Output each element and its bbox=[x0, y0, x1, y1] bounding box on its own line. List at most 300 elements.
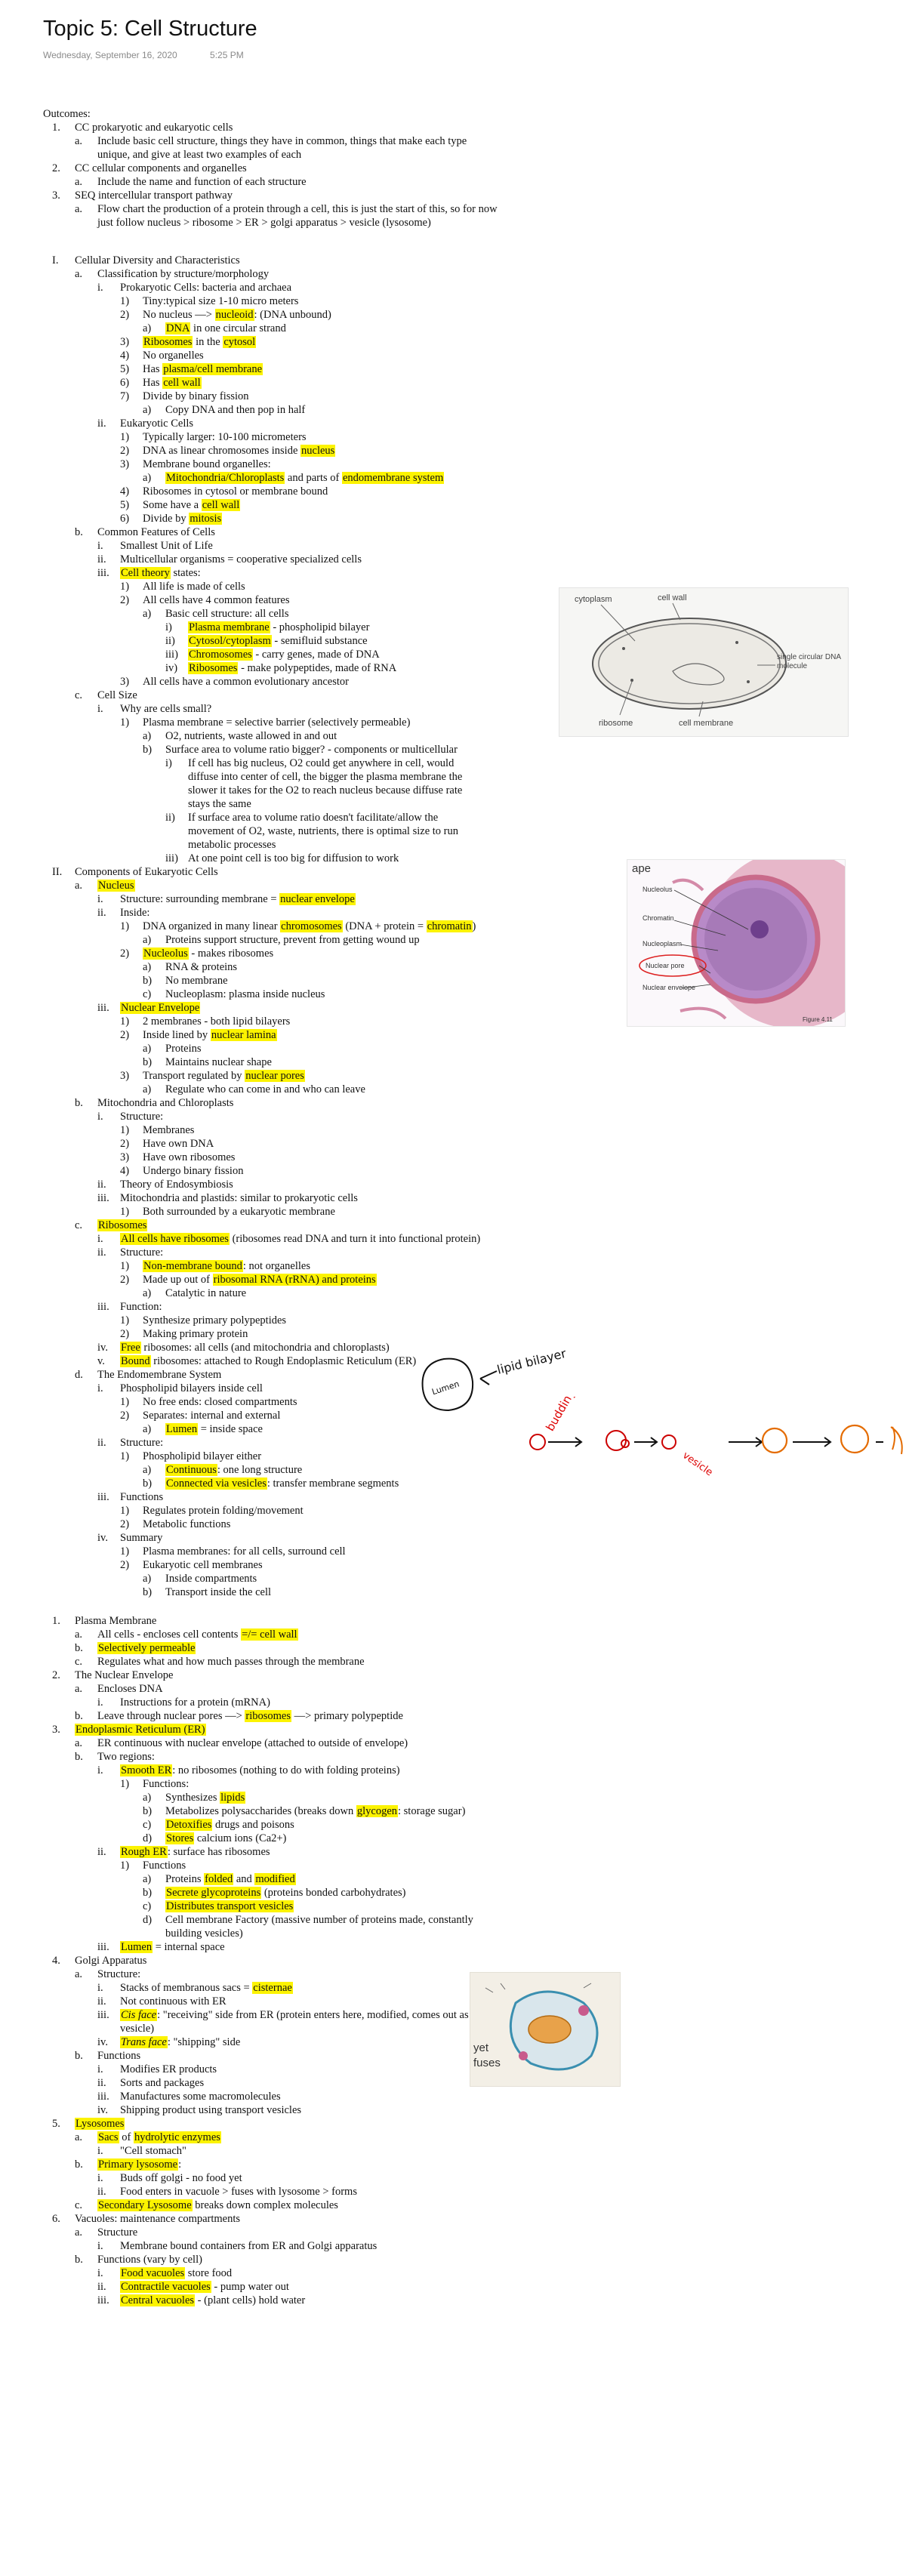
list-marker: a) bbox=[143, 1573, 152, 1585]
note-text: Made up out of bbox=[143, 1274, 213, 1286]
list-marker: a) bbox=[143, 1423, 152, 1435]
list-marker: 1) bbox=[120, 581, 130, 593]
note-text: Cellular Diversity and Characteristics bbox=[75, 254, 240, 267]
note-text: The Nuclear Envelope bbox=[75, 1669, 174, 1681]
list-marker: i. bbox=[97, 1696, 103, 1709]
note-text: Mitochondria and Chloroplasts bbox=[97, 1097, 234, 1109]
note-line bbox=[143, 1585, 271, 1599]
note-text: ribosomes: attached to Rough Endoplasmic Reticulum (ER) bbox=[150, 1355, 417, 1367]
note-line bbox=[97, 702, 211, 716]
list-marker: 1) bbox=[120, 1396, 130, 1408]
note-line bbox=[75, 1967, 140, 1981]
note-line bbox=[97, 1232, 480, 1246]
note-line bbox=[120, 1450, 261, 1463]
page-date: Wednesday, September 16, 2020 bbox=[43, 50, 177, 60]
note-line bbox=[120, 1409, 280, 1422]
list-marker: i. bbox=[97, 282, 103, 294]
note-text: : "receiving" side from ER (protein enters here, modified, comes out as bbox=[157, 2009, 469, 2021]
note-line bbox=[120, 1395, 297, 1409]
note-line bbox=[120, 362, 263, 376]
highlighted-term: modified bbox=[255, 1873, 295, 1885]
list-marker: ii. bbox=[97, 1846, 106, 1858]
note-text: RNA & proteins bbox=[165, 961, 238, 973]
highlighted-term: Mitochondria/Chloroplasts bbox=[166, 472, 285, 484]
note-line bbox=[143, 729, 337, 743]
note-line bbox=[97, 1001, 200, 1015]
note-text: Some have a bbox=[143, 499, 202, 511]
note-line bbox=[75, 202, 498, 216]
note-text: calcium ions (Ca2+) bbox=[194, 1832, 287, 1844]
note-text: Has bbox=[143, 363, 163, 375]
note-line bbox=[97, 1300, 162, 1314]
note-text: DNA organized in many linear bbox=[143, 920, 281, 932]
highlighted-term: Lysosomes bbox=[76, 2118, 125, 2130]
highlighted-term: Non-membrane bound bbox=[143, 1260, 242, 1272]
note-line bbox=[120, 430, 307, 444]
note-line bbox=[97, 539, 213, 553]
list-marker: iii. bbox=[97, 567, 109, 579]
note-text: Functions bbox=[97, 2050, 141, 2062]
note-line bbox=[43, 107, 91, 121]
note-text: Structure: bbox=[120, 1111, 164, 1123]
note-line bbox=[143, 988, 325, 1001]
list-marker: b) bbox=[143, 1586, 153, 1598]
lysosome-label-fuses: fuses bbox=[473, 2057, 501, 2069]
list-marker: 2) bbox=[120, 1518, 130, 1530]
list-marker: a) bbox=[143, 1464, 152, 1476]
highlighted-term: Ribosomes bbox=[98, 1219, 147, 1231]
highlighted-term: Distributes transport vesicles bbox=[166, 1900, 294, 1912]
note-line bbox=[97, 2076, 204, 2090]
highlighted-term: nucleoid bbox=[215, 309, 254, 321]
note-line bbox=[75, 2131, 221, 2144]
list-marker: 5) bbox=[120, 363, 130, 375]
list-marker: i. bbox=[97, 1111, 103, 1123]
highlighted-term: Cell theory bbox=[121, 567, 170, 579]
list-marker: 1) bbox=[120, 920, 130, 932]
highlighted-term: Secondary Lysosome bbox=[98, 2199, 192, 2211]
note-line bbox=[75, 1219, 147, 1232]
list-marker: a. bbox=[75, 1628, 83, 1641]
list-marker: i. bbox=[97, 893, 103, 905]
note-line bbox=[120, 1504, 304, 1518]
list-marker: b. bbox=[75, 1710, 83, 1722]
highlighted-term: Smooth ER bbox=[121, 1764, 172, 1776]
note-line bbox=[97, 1531, 162, 1545]
note-text: Structure: surrounding membrane = bbox=[120, 893, 280, 905]
note-text: Metabolic functions bbox=[143, 1518, 231, 1530]
list-marker: b) bbox=[143, 1056, 153, 1068]
note-text: Typically larger: 10-100 micrometers bbox=[143, 431, 307, 443]
note-line bbox=[120, 498, 240, 512]
list-marker: i. bbox=[97, 540, 103, 552]
list-marker: iii. bbox=[97, 1002, 109, 1014]
list-marker: iii. bbox=[97, 2091, 109, 2103]
list-marker: ii) bbox=[165, 812, 175, 824]
note-text: Buds off golgi - no food yet bbox=[120, 2172, 242, 2184]
highlighted-term: mitosis bbox=[190, 513, 222, 525]
note-line bbox=[120, 1777, 189, 1791]
note-line bbox=[120, 1028, 277, 1042]
note-line bbox=[120, 335, 256, 349]
list-marker: 5) bbox=[120, 499, 130, 511]
note-text: Proteins bbox=[165, 1873, 205, 1885]
list-marker: iv) bbox=[165, 662, 178, 674]
page-timestamp bbox=[43, 50, 244, 60]
list-marker: d) bbox=[143, 1914, 153, 1926]
note-line bbox=[143, 1286, 246, 1300]
note-text: Include the name and function of each structure bbox=[97, 176, 307, 188]
note-line bbox=[143, 743, 458, 756]
note-text: in one circular strand bbox=[190, 322, 286, 334]
list-marker: 2. bbox=[52, 162, 60, 174]
note-text: Components of Eukaryotic Cells bbox=[75, 866, 218, 878]
note-line bbox=[97, 553, 362, 566]
note-line bbox=[75, 2049, 140, 2063]
list-marker: b. bbox=[75, 2254, 83, 2266]
budding-svg bbox=[528, 1397, 906, 1480]
highlighted-term: DNA bbox=[166, 322, 190, 334]
note-line bbox=[120, 1137, 214, 1151]
note-line bbox=[75, 1709, 403, 1723]
list-marker: b) bbox=[143, 975, 153, 987]
note-line bbox=[120, 485, 328, 498]
list-marker: 1) bbox=[120, 1314, 130, 1327]
list-marker: a) bbox=[143, 1792, 152, 1804]
note-text: - pump water out bbox=[211, 2281, 289, 2293]
list-marker: iv. bbox=[97, 1342, 108, 1354]
list-marker: i. bbox=[97, 2172, 103, 2184]
nucleus-caption: Figure 4.11 bbox=[803, 1016, 833, 1023]
note-text: Multicellular organisms = cooperative specialized cells bbox=[120, 553, 362, 565]
list-marker: i) bbox=[165, 757, 172, 769]
list-marker: b. bbox=[75, 2158, 83, 2171]
note-line bbox=[120, 294, 298, 308]
note-text: No nucleus —> bbox=[143, 309, 215, 321]
highlighted-term: chromosomes bbox=[281, 920, 342, 932]
list-marker: a. bbox=[75, 1683, 83, 1695]
list-marker: iv. bbox=[97, 2036, 108, 2048]
note-text: Leave through nuclear pores —> bbox=[97, 1710, 245, 1722]
note-text: Vacuoles: maintenance compartments bbox=[75, 2213, 241, 2225]
note-line bbox=[52, 1669, 173, 1682]
label-cell-membrane: cell membrane bbox=[679, 719, 734, 728]
highlighted-term: ribosomal RNA (rRNA) and proteins bbox=[213, 1274, 376, 1286]
list-marker: iii. bbox=[97, 1491, 109, 1503]
highlighted-term: ribosomes bbox=[245, 1710, 291, 1722]
note-text: Inside lined by bbox=[143, 1029, 211, 1041]
list-marker: 7) bbox=[120, 390, 130, 402]
list-marker: ii. bbox=[97, 1995, 106, 2007]
note-text: Undergo binary fission bbox=[143, 1165, 244, 1177]
note-line bbox=[75, 525, 215, 539]
note-text: Cell membrane Factory (massive number of proteins made, constantly bbox=[165, 1914, 473, 1926]
list-marker: 3. bbox=[52, 1724, 60, 1736]
note-line bbox=[97, 1696, 270, 1709]
note-text: CC prokaryotic and eukaryotic cells bbox=[75, 122, 233, 134]
note-text: drugs and poisons bbox=[212, 1819, 294, 1831]
list-marker: i. bbox=[97, 703, 103, 715]
list-marker: i. bbox=[97, 2240, 103, 2252]
note-line bbox=[75, 175, 307, 189]
lipid-bilayer-label: lipid bilayer bbox=[495, 1345, 566, 1377]
note-line bbox=[75, 1096, 233, 1110]
note-line bbox=[120, 1205, 335, 1219]
list-marker: a) bbox=[143, 404, 152, 416]
list-marker: 2) bbox=[120, 445, 130, 457]
list-marker: i. bbox=[97, 2063, 103, 2075]
list-marker: 1) bbox=[120, 1450, 130, 1462]
note-text: Plasma membrane = selective barrier (selectively permeable) bbox=[143, 716, 411, 729]
note-line bbox=[120, 2022, 154, 2035]
list-marker: c. bbox=[75, 1219, 83, 1231]
list-marker: 2) bbox=[120, 1029, 130, 1041]
note-text: Divide by binary fission bbox=[143, 390, 249, 402]
note-line bbox=[120, 390, 249, 403]
note-text: and parts of bbox=[285, 472, 342, 484]
note-text: Sorts and packages bbox=[120, 2077, 205, 2089]
highlighted-term: folded bbox=[205, 1873, 233, 1885]
note-line bbox=[75, 267, 269, 281]
note-text: Has bbox=[143, 377, 163, 389]
note-text: stays the same bbox=[188, 798, 251, 810]
note-text: At one point cell is too big for diffusion to work bbox=[188, 852, 399, 864]
list-marker: a. bbox=[75, 135, 83, 147]
note-text: diffuse into center of cell, the bigger the plasma membrane the bbox=[188, 771, 463, 783]
note-line bbox=[120, 308, 331, 322]
note-line bbox=[143, 1422, 263, 1436]
highlighted-term: Detoxifies bbox=[166, 1819, 212, 1831]
note-line bbox=[97, 892, 356, 906]
list-marker: 2) bbox=[120, 594, 130, 606]
highlighted-term: cell wall bbox=[163, 377, 201, 389]
note-text: : no ribosomes (nothing to do with folding proteins) bbox=[172, 1764, 400, 1776]
note-line bbox=[97, 417, 193, 430]
budding-sketch bbox=[528, 1397, 906, 1480]
page-title: Topic 5: Cell Structure bbox=[43, 17, 257, 41]
note-text: Include basic cell structure, things they have in common, things that make each type bbox=[97, 135, 467, 147]
note-line bbox=[97, 1191, 358, 1205]
list-marker: 3. bbox=[52, 190, 60, 202]
list-marker: b. bbox=[75, 2050, 83, 2062]
note-text: = internal space bbox=[153, 1941, 225, 1953]
list-marker: 2) bbox=[120, 1274, 130, 1286]
note-line bbox=[188, 824, 458, 838]
note-text: Both surrounded by a eukaryotic membrane bbox=[143, 1206, 335, 1218]
list-marker: 3) bbox=[120, 1151, 130, 1163]
list-marker: 2) bbox=[120, 1138, 130, 1150]
nucleus-figure-title: ape bbox=[632, 862, 652, 875]
list-marker: 1) bbox=[120, 1260, 130, 1272]
highlighted-term: All cells have ribosomes bbox=[121, 1233, 229, 1245]
note-text: Classification by structure/morphology bbox=[97, 268, 270, 280]
note-text: Encloses DNA bbox=[97, 1683, 163, 1695]
note-line bbox=[75, 2199, 338, 2212]
lysosome-label-yet: yet bbox=[473, 2041, 489, 2054]
note-text: Golgi Apparatus bbox=[75, 1955, 147, 1967]
note-text: Food enters in vacuole > fuses with lysosome > forms bbox=[120, 2186, 357, 2198]
note-line bbox=[97, 1436, 163, 1450]
note-line bbox=[120, 1859, 186, 1872]
note-line bbox=[120, 716, 410, 729]
note-text: CC cellular components and organelles bbox=[75, 162, 247, 174]
list-marker: ii. bbox=[97, 1437, 106, 1449]
note-text: Membrane bound containers from ER and Golgi apparatus bbox=[120, 2240, 378, 2252]
list-marker: a) bbox=[143, 1043, 152, 1055]
list-marker: c. bbox=[75, 689, 83, 701]
note-line bbox=[143, 1083, 365, 1096]
note-text: Synthesize primary polypeptides bbox=[143, 1314, 287, 1327]
note-line bbox=[120, 444, 335, 458]
highlighted-term: plasma/cell membrane bbox=[163, 363, 263, 375]
note-text: Transport inside the cell bbox=[165, 1586, 272, 1598]
nucleus-svg bbox=[627, 860, 845, 1026]
list-marker: 1. bbox=[52, 122, 60, 134]
highlighted-term: Nucleus bbox=[98, 880, 134, 892]
note-text: Making primary protein bbox=[143, 1328, 248, 1340]
list-marker: ii) bbox=[165, 635, 175, 647]
note-text: Structure: bbox=[97, 1968, 141, 1980]
note-text: - semifluid substance bbox=[271, 635, 368, 647]
note-line bbox=[97, 1845, 270, 1859]
note-line bbox=[97, 1940, 225, 1954]
note-text: Metabolizes polysaccharides (breaks down bbox=[165, 1805, 356, 1817]
note-line bbox=[143, 403, 305, 417]
list-marker: a. bbox=[75, 203, 83, 215]
list-marker: c) bbox=[143, 1819, 152, 1831]
note-text: If cell has big nucleus, O2 could get anywhere in cell, would bbox=[188, 757, 455, 769]
list-marker: a) bbox=[143, 730, 152, 742]
list-marker: d. bbox=[75, 1369, 83, 1381]
highlighted-term: lipids bbox=[220, 1792, 245, 1804]
lysosome-figure bbox=[470, 1972, 621, 2087]
note-line bbox=[75, 689, 137, 702]
note-line bbox=[97, 2144, 186, 2158]
list-marker: b. bbox=[75, 526, 83, 538]
highlighted-term: Cis face bbox=[121, 2009, 157, 2021]
highlighted-term: Food vacuoles bbox=[121, 2267, 185, 2279]
list-marker: b) bbox=[143, 1805, 153, 1817]
note-line bbox=[165, 852, 399, 865]
label-cytoplasm: cytoplasm bbox=[575, 595, 612, 604]
note-line bbox=[143, 974, 228, 988]
list-marker: b. bbox=[75, 1097, 83, 1109]
note-text: Transport regulated by bbox=[143, 1070, 245, 1082]
note-text: Divide by bbox=[143, 513, 190, 525]
note-text: SEQ intercellular transport pathway bbox=[75, 190, 233, 202]
list-marker: 6) bbox=[120, 377, 130, 389]
note-text: Plasma Membrane bbox=[75, 1615, 157, 1627]
note-text: Maintains nuclear shape bbox=[165, 1056, 272, 1068]
note-text: Common Features of Cells bbox=[97, 526, 215, 538]
list-marker: a. bbox=[75, 176, 83, 188]
highlighted-term: endomembrane system bbox=[342, 472, 444, 484]
label-nuclear-pore: Nuclear pore bbox=[646, 962, 685, 969]
note-line bbox=[97, 1178, 233, 1191]
note-line bbox=[143, 1804, 465, 1818]
note-text: DNA as linear chromosomes inside bbox=[143, 445, 301, 457]
note-text: ER continuous with nuclear envelope (attached to outside of envelope) bbox=[97, 1737, 408, 1749]
note-text: 2 membranes - both lipid bilayers bbox=[143, 1015, 291, 1028]
list-marker: iii) bbox=[165, 852, 178, 864]
note-line bbox=[97, 1246, 163, 1259]
note-line bbox=[120, 947, 273, 960]
list-marker: b) bbox=[143, 744, 153, 756]
note-text: (ribosomes read DNA and turn it into functional protein) bbox=[229, 1233, 481, 1245]
note-text: Outcomes: bbox=[43, 108, 91, 120]
note-line bbox=[120, 1518, 230, 1531]
label-dna: single circular DNA molecule bbox=[777, 653, 842, 670]
list-marker: d) bbox=[143, 1832, 153, 1844]
note-line bbox=[143, 607, 288, 621]
note-line bbox=[120, 458, 271, 471]
note-text: Ribosomes in cytosol or membrane bound bbox=[143, 485, 328, 498]
note-line bbox=[97, 2239, 377, 2253]
note-line bbox=[97, 281, 291, 294]
note-text: vesicle) bbox=[120, 2023, 155, 2035]
note-text: Regulates what and how much passes through the membrane bbox=[97, 1656, 365, 1668]
note-text: in the bbox=[193, 336, 223, 348]
note-line bbox=[75, 879, 135, 892]
note-line bbox=[97, 2266, 232, 2280]
list-marker: i. bbox=[97, 1764, 103, 1776]
note-line bbox=[143, 1818, 294, 1832]
note-text: Instructions for a protein (mRNA) bbox=[120, 1696, 270, 1709]
highlighted-term: Contractile vacuoles bbox=[121, 2281, 211, 2293]
list-marker: 2) bbox=[120, 948, 130, 960]
note-line bbox=[143, 1872, 296, 1886]
list-marker: 1) bbox=[120, 716, 130, 729]
note-text: - make polypeptides, made of RNA bbox=[238, 662, 397, 674]
list-marker: 1) bbox=[120, 1545, 130, 1558]
note-text: Function: bbox=[120, 1301, 162, 1313]
note-line bbox=[120, 1164, 243, 1178]
note-text: Surface area to volume ratio bigger? - components or multicellular bbox=[165, 744, 458, 756]
note-line bbox=[97, 1341, 390, 1354]
highlighted-term: Chromosomes bbox=[189, 649, 252, 661]
note-text: Tiny:typical size 1-10 micro meters bbox=[143, 295, 299, 307]
list-marker: 1) bbox=[120, 1206, 130, 1218]
note-text: Cell Size bbox=[97, 689, 137, 701]
note-line bbox=[120, 512, 222, 525]
note-line bbox=[75, 2253, 202, 2266]
note-line bbox=[52, 121, 233, 134]
highlighted-term: Sacs bbox=[98, 2131, 119, 2143]
lumen-label: Lumen bbox=[430, 1379, 461, 1397]
label-nucleoplasm: Nucleoplasm bbox=[643, 940, 683, 948]
note-text: Phospholipid bilayers inside cell bbox=[120, 1382, 263, 1394]
note-text: : "shipping" side bbox=[167, 2036, 241, 2048]
note-text: Separates: internal and external bbox=[143, 1410, 281, 1422]
note-text: and bbox=[233, 1873, 255, 1885]
note-line bbox=[188, 838, 276, 852]
note-line bbox=[97, 2294, 305, 2307]
note-text: Mitochondria and plastids: similar to prokaryotic cells bbox=[120, 1192, 358, 1204]
note-line bbox=[97, 2090, 281, 2103]
list-marker: ii. bbox=[97, 2281, 106, 2293]
note-text: Membrane bound organelles: bbox=[143, 458, 271, 470]
note-text: —> primary polypeptide bbox=[291, 1710, 403, 1722]
highlighted-term: Primary lysosome bbox=[98, 2158, 178, 2171]
note-text: Copy DNA and then pop in half bbox=[165, 404, 306, 416]
list-marker: a) bbox=[143, 961, 152, 973]
note-line bbox=[97, 216, 431, 230]
list-marker: I. bbox=[52, 254, 59, 267]
note-line bbox=[97, 1995, 226, 2008]
list-marker: 5. bbox=[52, 2118, 60, 2130]
list-marker: a. bbox=[75, 1968, 83, 1980]
note-text: : not organelles bbox=[242, 1260, 311, 1272]
